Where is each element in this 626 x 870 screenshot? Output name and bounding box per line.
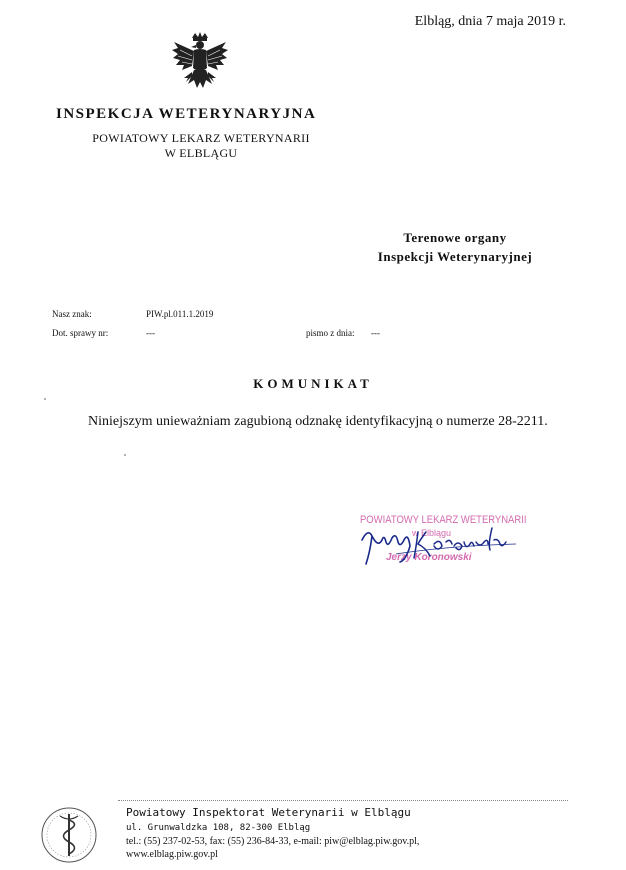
handwritten-signature <box>356 518 526 568</box>
addressee-block <box>340 228 570 266</box>
case-number-value: --- <box>146 328 155 338</box>
stamp-line-city: w Elblągu <box>412 528 452 538</box>
footer-contact-info: tel.: (55) 237-02-53, fax: (55) 236-84-33, e-mail: piw@elblag.piw.gov.pl, <box>126 836 420 847</box>
addressee-line-1: Terenowe organy <box>403 230 507 245</box>
addressee-line-2: Inspekcji Weterynaryjnej <box>377 249 533 264</box>
stamp-line-name: Jerzy Koronowski <box>386 552 472 563</box>
footer-website-link[interactable]: www.elblag.piw.gov.pl <box>126 849 218 860</box>
polish-eagle-emblem-icon <box>170 32 230 96</box>
footer-address: ul. Grunwaldzka 108, 82-300 Elbląg <box>126 823 311 833</box>
announcement-text: Niniejszym unieważniam zagubioną odznakę identyfikacyjną o numerze 28-2211. <box>88 414 548 429</box>
document-date: Elbląg, dnia 7 maja 2019 r. <box>414 14 566 29</box>
organization-title: INSPEKCJA WETERYNARYJNA <box>56 106 317 122</box>
document-heading: KOMUNIKAT <box>253 376 373 391</box>
organization-subtitle: POWIATOWY LEKARZ WETERYNARII <box>92 131 310 145</box>
footer-divider <box>118 800 568 801</box>
organization-location: W ELBLĄGU <box>164 146 238 160</box>
our-reference-label: Nasz znak: <box>52 309 92 319</box>
announcement-paragraph <box>54 412 568 431</box>
veterinary-caduceus-logo-icon <box>40 806 98 864</box>
letter-date-label: pismo z dnia: <box>306 328 355 338</box>
letter-date-value: --- <box>371 328 380 338</box>
footer-institution-name: Powiatowy Inspektorat Weterynarii w Elblągu <box>126 806 411 819</box>
case-number-label: Dot. sprawy nr: <box>52 328 109 338</box>
stamp-line-title: POWIATOWY LEKARZ WETERYNARII <box>360 514 527 526</box>
scan-speck <box>44 398 46 400</box>
scan-speck <box>124 454 126 456</box>
our-reference-value: PIW.pl.011.1.2019 <box>146 309 214 319</box>
